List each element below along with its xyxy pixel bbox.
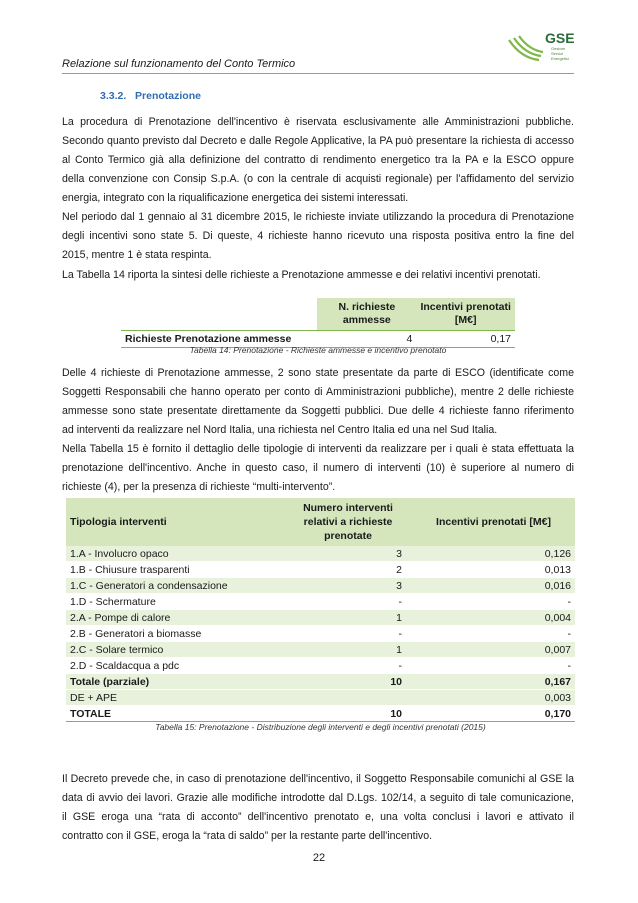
table-row-total: TOTALE 10 0,170 — [66, 706, 575, 722]
gse-logo — [505, 26, 575, 72]
svg-text:Gestore: Gestore — [551, 46, 566, 51]
logo-text: GSE — [545, 30, 575, 46]
paragraph-2: Nel periodo dal 1 gennaio al 31 dicembre 2015, le richieste inviate utilizzando la procedura di Prenotazione degli incentivi sono state 5. Di queste, 4 richieste hanno ricevuto una risposta positiva entro la fine del 2015, mentre 1 è stata respinta. — [62, 211, 574, 261]
paragraph-1: La procedura di Prenotazione dell'incentivo è riservata esclusivamente alle Amministrazioni pubbliche. Secondo quanto previsto dal Decreto e dalle Regole Applicative, la PA può presentare la richiesta di accesso al Conto Termico già alla definizione del contratto di rendimento energetico tra la PA e la ESCO oppure della convenzione con Consip S.p.A. (o con la centrale di acquisti regionale) per l'affidamento del servizio energia, integrato con la riqualificazione energetica dei sistemi interessati. — [62, 116, 574, 204]
table-row: Richieste Prenotazione ammesse 4 0,17 — [121, 331, 515, 348]
t15-header-tipologia: Tipologia interventi — [66, 498, 284, 546]
table-row: 2.C - Solare termico 1 0,007 — [66, 642, 575, 658]
table-14 — [121, 298, 515, 348]
t14-header-incentivi: Incentivi prenotati [M€] — [416, 298, 515, 331]
t15-header-numero: Numero interventi relativi a richieste prenotate — [284, 498, 412, 546]
table-row-subtotal: Totale (parziale) 10 0,167 — [66, 674, 575, 690]
table-14-caption: Tabella 14: Prenotazione - Richieste ammesse e incentivo prenotato — [189, 345, 447, 355]
table-row: 1.A - Involucro opaco 3 0,126 — [66, 546, 575, 562]
table-row: 2.B - Generatori a biomasse - - — [66, 626, 575, 642]
paragraph-3: La Tabella 14 riporta la sintesi delle richieste a Prenotazione ammesse e dei relativi incentivi prenotati. — [62, 269, 541, 281]
svg-text:Energetici: Energetici — [551, 56, 569, 61]
table-15 — [66, 498, 575, 722]
table-row: DE + APE 0,003 — [66, 690, 575, 706]
t15-header-incentivi: Incentivi prenotati [M€] — [412, 498, 575, 546]
section-title: Prenotazione — [135, 90, 201, 102]
paragraph-6: Il Decreto prevede che, in caso di prenotazione dell'incentivo, il Soggetto Responsabile comunichi al GSE la data di avvio dei lavori. Grazie alle modifiche introdotte dal D.Lgs. 102/14, a seguito di tale comunicazione, il GSE eroga una “rata di acconto” dell'incentivo prenotato e, una volta conclusi i lavori e attivato il contratto con il GSE, eroga la “rata di saldo” per la restante parte dell'incentivo. — [62, 773, 574, 842]
svg-text:Servizi: Servizi — [551, 51, 564, 56]
table-row: 1.D - Schermature - - — [66, 594, 575, 610]
section-heading — [100, 90, 201, 102]
header-title: Relazione sul funzionamento del Conto Termico — [62, 58, 296, 70]
paragraph-5: Nella Tabella 15 è fornito il dettaglio delle tipologie di interventi da realizzare per i quali è stata effettuata la prenotazione dell'incentivo. Anche in questo caso, il numero di interventi (10) è superiore al numero di richieste (4), per la presenza di richieste “multi-intervento”. — [62, 443, 574, 493]
section-number: 3.3.2. — [100, 90, 127, 102]
header-rule — [62, 73, 574, 74]
table-row: 1.C - Generatori a condensazione 3 0,016 — [66, 578, 575, 594]
table-row: 2.A - Pompe di calore 1 0,004 — [66, 610, 575, 626]
table-row: 1.B - Chiusure trasparenti 2 0,013 — [66, 562, 575, 578]
page-number: 22 — [312, 852, 326, 864]
table-row: 2.D - Scaldacqua a pdc - - — [66, 658, 575, 674]
paragraph-4: Delle 4 richieste di Prenotazione ammesse, 2 sono state presentate da parte di ESCO (identificate come Soggetti Responsabili che hanno operato per conto di Amministrazioni pubbliche), mentre 2 delle richieste ammesse sono state presentate direttamente da Soggetti pubblici. Due delle 4 richieste fanno riferimento ad interventi da realizzare nel Nord Italia, una richiesta nel Centro Italia ed una nel Sud Italia. — [62, 367, 574, 436]
t14-header-n: N. richieste ammesse — [317, 298, 416, 331]
table-15-caption: Tabella 15: Prenotazione - Distribuzione degli interventi e degli incentivi prenotati (2015) — [155, 722, 486, 732]
